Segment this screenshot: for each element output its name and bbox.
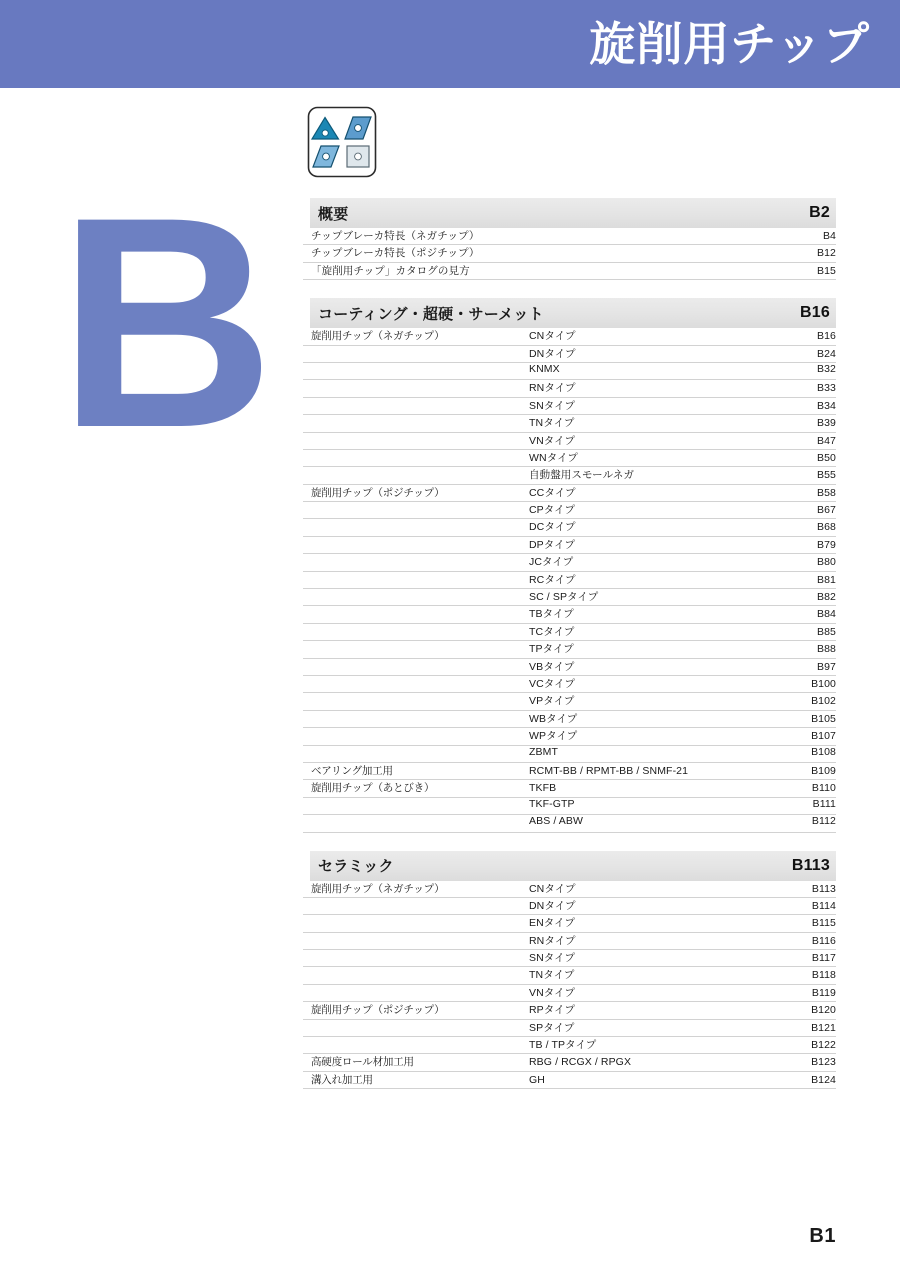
toc-row-label: ABS / ABW [529, 815, 583, 828]
toc-row[interactable] [303, 815, 836, 832]
toc-row[interactable] [303, 328, 836, 345]
toc-row-page: B113 [811, 882, 836, 895]
toc-row-page: B122 [811, 1039, 836, 1052]
toc-row-page: B79 [817, 538, 836, 551]
toc-row[interactable] [303, 415, 836, 432]
toc-row-page: B67 [817, 504, 836, 517]
toc-row-label: TBタイプ [529, 608, 574, 621]
section-title: セラミック [318, 858, 394, 875]
toc-section [303, 198, 836, 280]
toc-row[interactable] [303, 624, 836, 641]
toc-row[interactable] [303, 485, 836, 502]
toc-row-label: RNタイプ [529, 934, 576, 947]
toc-section [303, 851, 836, 1090]
toc-row-label: TPタイプ [529, 643, 574, 656]
toc-row[interactable] [303, 967, 836, 984]
toc-row-label: RPタイプ [529, 1004, 576, 1017]
toc-row-label: RNタイプ [529, 382, 576, 395]
toc-row-label: CCタイプ [529, 486, 576, 499]
toc-row-page: B119 [811, 986, 836, 999]
page-header-band [0, 0, 900, 88]
section-header[interactable] [303, 298, 836, 328]
toc-row[interactable] [303, 433, 836, 450]
toc-row[interactable] [303, 1020, 836, 1037]
toc-row-page: B81 [817, 573, 836, 586]
toc-row[interactable] [303, 1002, 836, 1019]
toc-row[interactable] [303, 881, 836, 898]
toc-row-label: TKF-GTP [529, 797, 575, 810]
toc-row-label: DNタイプ [529, 347, 576, 360]
toc-row-label: DPタイプ [529, 538, 576, 551]
toc-row-page: B55 [817, 469, 836, 482]
toc-row-label: VPタイプ [529, 695, 575, 708]
toc-row-page: B15 [817, 264, 836, 277]
toc-row[interactable] [303, 798, 836, 815]
section-title: コーティング・超硬・サーメット [318, 305, 544, 323]
toc-row-label: WNタイプ [529, 451, 578, 464]
toc-row[interactable] [303, 763, 836, 780]
toc-row-label: TB / TPタイプ [529, 1039, 597, 1052]
toc-row-page: B110 [811, 782, 836, 795]
toc-row-label: SC / SPタイプ [529, 591, 599, 604]
toc-row-label: RCMT-BB / RPMT-BB / SNMF-21 [529, 764, 689, 777]
toc-row-label: TKFB [529, 782, 557, 795]
toc-row-group: 高硬度ロール材加工用 [311, 1056, 414, 1069]
section-header[interactable] [303, 851, 836, 881]
toc-row-label: チップブレーカ特長（ネガチップ） [311, 230, 480, 242]
toc-row-label: VNタイプ [529, 434, 576, 447]
toc-row-page: B33 [817, 382, 836, 395]
toc-row-group: 溝入れ加工用 [311, 1073, 373, 1086]
toc-row-label: TNタイプ [529, 417, 575, 430]
toc-row-page: B120 [811, 1004, 836, 1017]
toc-row-label: DCタイプ [529, 521, 576, 534]
toc-row-page: B50 [817, 451, 836, 464]
toc-row[interactable] [303, 554, 836, 571]
toc-row[interactable] [303, 245, 836, 262]
toc-row-page: B105 [811, 712, 836, 725]
section-page-number: B113 [791, 856, 830, 874]
toc-row[interactable] [303, 898, 836, 915]
toc-row-page: B116 [811, 934, 836, 947]
toc-row-page: B39 [817, 417, 836, 430]
toc-row[interactable] [303, 985, 836, 1002]
toc-row-label: ZBMT [529, 745, 558, 758]
toc-row-page: B124 [811, 1073, 836, 1086]
toc-row-page: B4 [822, 230, 836, 242]
toc-row[interactable] [303, 537, 836, 554]
toc-row-label: 「旋削用チップ」カタログの見方 [311, 264, 470, 277]
toc-row-label: SNタイプ [529, 952, 576, 965]
toc-row-label: TNタイプ [529, 969, 575, 982]
toc-row[interactable] [303, 915, 836, 932]
toc-row[interactable] [303, 363, 836, 380]
toc-row-label: VCタイプ [529, 677, 576, 690]
toc-row[interactable] [303, 641, 836, 658]
toc-row[interactable] [303, 450, 836, 467]
toc-row-page: B118 [811, 969, 836, 982]
page-title: 旋削用チップ [589, 18, 870, 70]
toc-row-page: B108 [811, 745, 836, 758]
toc-row[interactable] [303, 502, 836, 519]
toc-row[interactable] [303, 346, 836, 363]
toc-row-group: 旋削用チップ（ネガチップ） [311, 330, 445, 343]
toc-row[interactable] [303, 693, 836, 710]
toc-row-group: 旋削用チップ（ポジチップ） [311, 486, 445, 499]
toc-row-label: チップブレーカ特長（ポジチップ） [311, 247, 480, 260]
section-rows [303, 228, 836, 280]
toc-row-page: B115 [811, 917, 836, 930]
toc-row-label: CNタイプ [529, 882, 576, 895]
toc-section [303, 298, 836, 832]
toc-row[interactable] [303, 467, 836, 484]
toc-row-page: B32 [817, 362, 836, 375]
toc-row-label: TCタイプ [529, 625, 575, 638]
toc-row[interactable] [303, 676, 836, 693]
toc-row[interactable] [303, 780, 836, 797]
toc-row[interactable] [303, 1072, 836, 1089]
toc-row[interactable] [303, 228, 836, 245]
toc-row-label: SPタイプ [529, 1021, 575, 1034]
toc-row-page: B109 [811, 764, 836, 777]
toc-row-label: WPタイプ [529, 730, 578, 743]
toc-row-page: B107 [811, 730, 836, 743]
toc-row-group: 旋削用チップ（ポジチップ） [311, 1004, 445, 1017]
section-rows [303, 328, 836, 832]
toc-row[interactable] [303, 263, 836, 280]
toc-row[interactable] [303, 728, 836, 745]
toc-row-label: WBタイプ [529, 712, 578, 725]
toc-row[interactable] [303, 589, 836, 606]
toc-row-group: ベアリング加工用 [311, 764, 393, 777]
toc-row[interactable] [303, 711, 836, 728]
toc-row-label: VNタイプ [529, 986, 576, 999]
section-rows [303, 881, 836, 1090]
toc-row-label: DNタイプ [529, 899, 576, 912]
toc-row-page: B111 [812, 797, 836, 810]
toc-row-page: B100 [811, 677, 836, 690]
section-page-number: B16 [800, 304, 830, 322]
toc-row-group: 旋削用チップ（ネガチップ） [311, 882, 445, 895]
toc-row-page: B102 [811, 695, 836, 708]
table-of-contents [303, 198, 836, 1089]
toc-row-page: B24 [817, 347, 836, 360]
chapter-letter: B [58, 154, 271, 490]
toc-row-page: B58 [817, 486, 836, 499]
toc-row[interactable] [303, 519, 836, 536]
toc-row-label: SNタイプ [529, 399, 576, 412]
toc-row-page: B97 [817, 660, 836, 673]
toc-row-page: B85 [817, 625, 836, 638]
toc-row[interactable] [303, 1037, 836, 1054]
toc-row-page: B80 [817, 556, 836, 569]
toc-row-page: B121 [811, 1021, 836, 1034]
toc-row-label: RBG / RCGX / RPGX [529, 1056, 632, 1069]
toc-row-label: KNMX [529, 362, 560, 375]
toc-row-label: RCタイプ [529, 573, 576, 586]
toc-row-group: 旋削用チップ（あとびき） [311, 782, 435, 795]
toc-row[interactable] [303, 572, 836, 589]
toc-row[interactable] [303, 950, 836, 967]
toc-row-page: B12 [817, 247, 836, 260]
toc-row-label: CPタイプ [529, 504, 576, 517]
toc-row-label: GH [529, 1073, 545, 1086]
toc-row-page: B34 [817, 399, 836, 412]
toc-row[interactable] [303, 746, 836, 763]
footer-page-number: B1 [809, 1225, 836, 1247]
section-title: 概要 [318, 205, 349, 223]
toc-row-page: B68 [817, 521, 836, 534]
toc-row-label: 自動盤用スモールネガ [529, 469, 635, 482]
toc-row-page: B117 [811, 952, 836, 965]
toc-row[interactable] [303, 933, 836, 950]
section-header[interactable] [303, 198, 836, 228]
toc-row[interactable] [303, 659, 836, 676]
toc-row[interactable] [303, 380, 836, 397]
toc-row-label: CNタイプ [529, 330, 576, 343]
toc-row-page: B114 [811, 899, 836, 912]
toc-row[interactable] [303, 606, 836, 623]
section-page-number: B2 [809, 204, 830, 221]
toc-row-page: B84 [817, 608, 836, 621]
turning-insert-shapes-icon [307, 106, 377, 178]
toc-row-page: B82 [817, 591, 836, 604]
toc-row[interactable] [303, 398, 836, 415]
toc-row[interactable] [303, 1054, 836, 1071]
toc-row-label: ENタイプ [529, 917, 576, 930]
toc-row-page: B47 [817, 434, 836, 447]
toc-row-page: B88 [817, 643, 836, 656]
toc-row-page: B16 [817, 330, 836, 343]
toc-row-page: B112 [811, 815, 836, 828]
toc-row-label: JCタイプ [529, 556, 574, 569]
toc-row-label: VBタイプ [529, 660, 575, 673]
toc-row-page: B123 [811, 1056, 836, 1069]
